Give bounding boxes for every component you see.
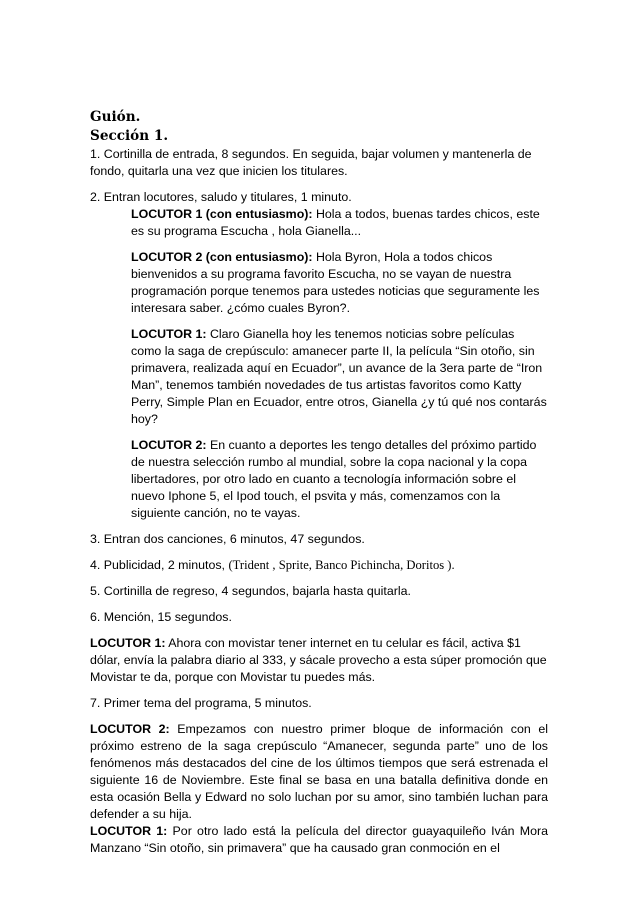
speaker-label: LOCUTOR 1:	[90, 824, 168, 838]
dialogue-4	[131, 437, 548, 522]
sponsor-list: (Trident , Sprite, Banco Pichincha, Doritos ).	[228, 558, 455, 572]
dialogue-text: Hola Byron, Hola a todos chicos bienvenidos a su programa favorito Escucha, no se vayan de nuestra programación porque tenemos para ustedes noticias que seguramente les interesara saber. ¿cómo cuales Byron?.	[131, 250, 540, 315]
dialogue-text: Claro Gianella hoy les tenemos noticias sobre películas como la saga de crepúsculo: amanecer parte II, la película “Sin otoño, sin primavera, realizada aquí en Ecuador”, un avance de la 3era parte de “Iron Man”, tenemos también novedades de tus artistas favoritos como Katty Perry, Simple Plan en Ecuador, entre otros, Gianella ¿y tú qué nos contarás hoy?	[131, 327, 547, 426]
dialogue-6	[90, 721, 548, 823]
item-4-text: 4. Publicidad, 2 minutos,	[90, 558, 229, 572]
dialogue-text: Hola a todos, buenas tardes chicos, este es su programa Escucha , hola Gianella...	[131, 207, 540, 238]
dialogue-7	[90, 823, 548, 857]
document-title: Guión.	[90, 109, 141, 125]
dialogue-text: Ahora con movistar tener internet en tu celular es fácil, activa $1 dólar, envía la palabra diario al 333, y sácale provecho a esta súper promoción que Movistar te da, porque con Movistar tu puedes más.	[90, 636, 547, 684]
item-4	[90, 557, 548, 574]
script-body	[90, 108, 548, 857]
item-7: 7. Primer tema del programa, 5 minutos.	[90, 696, 312, 710]
speaker-label: LOCUTOR 2 (con entusiasmo):	[131, 250, 313, 264]
dialogue-3	[131, 326, 548, 428]
item-2: 2. Entran locutores, saludo y titulares, 1 minuto.	[90, 190, 352, 204]
speaker-label: LOCUTOR 1:	[131, 327, 207, 341]
speaker-label: LOCUTOR 1 (con entusiasmo):	[131, 207, 313, 221]
dialogue-5	[90, 635, 548, 686]
dialogue-text: En cuanto a deportes les tengo detalles del próximo partido de nuestra selección rumbo al mundial, sobre la copa nacional y la copa libertadores, por otro lado en cuanto a tecnología información sobre el nuevo Iphone 5, el Ipod touch, el psvita y más, comenzamos con la siguiente canción, no te vayas.	[131, 438, 537, 520]
dialogue-1	[131, 206, 548, 240]
speaker-label: LOCUTOR 2:	[90, 722, 170, 736]
item-3: 3. Entran dos canciones, 6 minutos, 47 segundos.	[90, 532, 365, 546]
speaker-label: LOCUTOR 2:	[131, 438, 207, 452]
dialogue-2	[131, 249, 548, 317]
dialogue-text: Empezamos con nuestro primer bloque de información con el próximo estreno de la saga crepúsculo “Amanecer, segunda parte” uno de los fenómenos más destacados del cine de los últimos tiempos que será estrenada el siguiente 16 de Noviembre. Este final se basa en una batalla definitiva donde en esta ocasión Bella y Edward no solo luchan por su amor, sino también luchan para defender a su hija.	[90, 722, 548, 821]
item-5: 5. Cortinilla de regreso, 4 segundos, bajarla hasta quitarla.	[90, 584, 411, 598]
item-1: 1. Cortinilla de entrada, 8 segundos. En seguida, bajar volumen y mantenerla de fondo, quitarla una vez que inicien los titulares.	[90, 147, 532, 178]
item-6: 6. Mención, 15 segundos.	[90, 610, 232, 624]
section-heading: Sección 1.	[90, 128, 169, 144]
dialogue-text: Por otro lado está la película del director guayaquileño Iván Mora Manzano “Sin otoño, sin primavera” que ha causado gran conmoción en el	[90, 824, 548, 855]
speaker-label: LOCUTOR 1:	[90, 636, 166, 650]
